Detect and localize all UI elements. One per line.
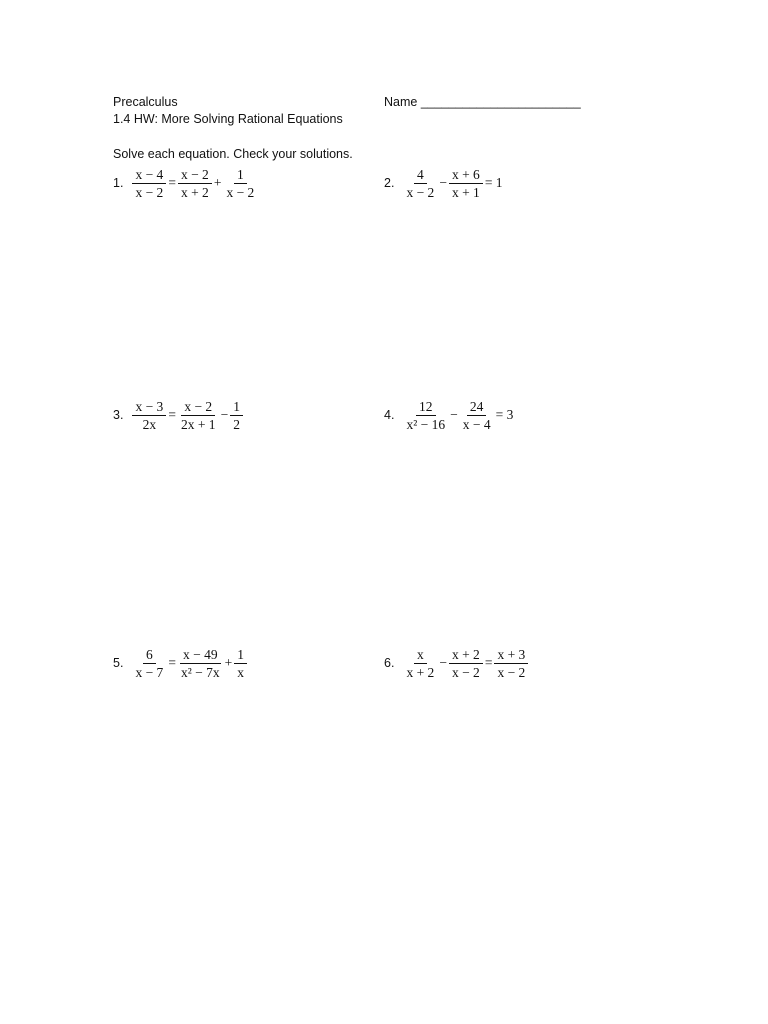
numerator: x + 3	[494, 646, 528, 664]
denominator: x + 2	[180, 184, 209, 200]
numerator: x − 2	[178, 166, 212, 184]
numerator: x + 6	[449, 166, 483, 184]
fraction	[178, 398, 219, 433]
problem-number: 4.	[384, 408, 395, 422]
fraction	[132, 646, 166, 681]
denominator: x − 4	[462, 416, 491, 432]
operator: = 1	[484, 175, 503, 190]
problem-2	[384, 163, 504, 203]
fraction	[223, 166, 257, 201]
problem-number: 1.	[113, 176, 124, 190]
fraction	[449, 646, 483, 681]
problem-1	[113, 163, 258, 203]
operator: −	[439, 175, 447, 190]
name-field-label: Name _______________________	[384, 95, 581, 109]
numerator: 4	[414, 166, 427, 184]
fraction	[234, 646, 247, 681]
numerator: 24	[467, 398, 487, 416]
numerator: 1	[234, 646, 247, 664]
denominator: x	[237, 664, 244, 680]
fraction	[178, 646, 223, 681]
instructions: Solve each equation. Check your solutions.	[113, 147, 353, 161]
problem-number: 2.	[384, 176, 395, 190]
denominator: 2x + 1	[180, 416, 216, 432]
fraction	[132, 166, 166, 201]
denominator: x − 2	[451, 664, 480, 680]
operator: −	[220, 407, 229, 422]
numerator: x + 2	[449, 646, 483, 664]
problem-5	[113, 643, 248, 683]
fraction	[403, 166, 437, 201]
operator: =	[168, 655, 176, 670]
denominator: x − 2	[406, 184, 435, 200]
problem-number: 6.	[384, 656, 395, 670]
numerator: 1	[230, 398, 243, 416]
problem-6	[384, 643, 529, 683]
operator: +	[224, 655, 233, 670]
numerator: x − 3	[132, 398, 166, 416]
problem-number: 3.	[113, 408, 124, 422]
numerator: x	[414, 646, 427, 664]
denominator: x + 2	[406, 664, 435, 680]
problem-4	[384, 395, 514, 435]
numerator: 1	[234, 166, 247, 184]
numerator: x − 49	[180, 646, 221, 664]
denominator: x − 2	[226, 184, 255, 200]
fraction	[460, 398, 494, 433]
course-title: Precalculus	[113, 95, 178, 109]
operator: +	[213, 175, 222, 190]
denominator: x − 2	[497, 664, 526, 680]
operator: =	[168, 175, 176, 190]
fraction	[178, 166, 212, 201]
denominator: x + 1	[451, 184, 480, 200]
denominator: x − 2	[135, 184, 164, 200]
numerator: x − 2	[181, 398, 215, 416]
numerator: 6	[143, 646, 156, 664]
fraction	[449, 166, 483, 201]
operator: =	[484, 655, 493, 670]
denominator: 2x	[142, 416, 157, 432]
denominator: 2	[233, 416, 240, 432]
numerator: x − 4	[132, 166, 166, 184]
fraction	[132, 398, 166, 433]
denominator: x − 7	[135, 664, 164, 680]
problem-3	[113, 395, 244, 435]
fraction	[403, 398, 448, 433]
numerator: 12	[416, 398, 436, 416]
denominator: x² − 7x	[180, 664, 220, 680]
operator: −	[439, 655, 447, 670]
problem-number: 5.	[113, 656, 124, 670]
fraction	[494, 646, 528, 681]
operator: =	[168, 407, 176, 422]
fraction	[230, 398, 243, 433]
fraction	[403, 646, 437, 681]
assignment-title: 1.4 HW: More Solving Rational Equations	[113, 112, 343, 126]
operator: −	[450, 407, 458, 422]
operator: = 3	[495, 407, 514, 422]
denominator: x² − 16	[406, 416, 446, 432]
